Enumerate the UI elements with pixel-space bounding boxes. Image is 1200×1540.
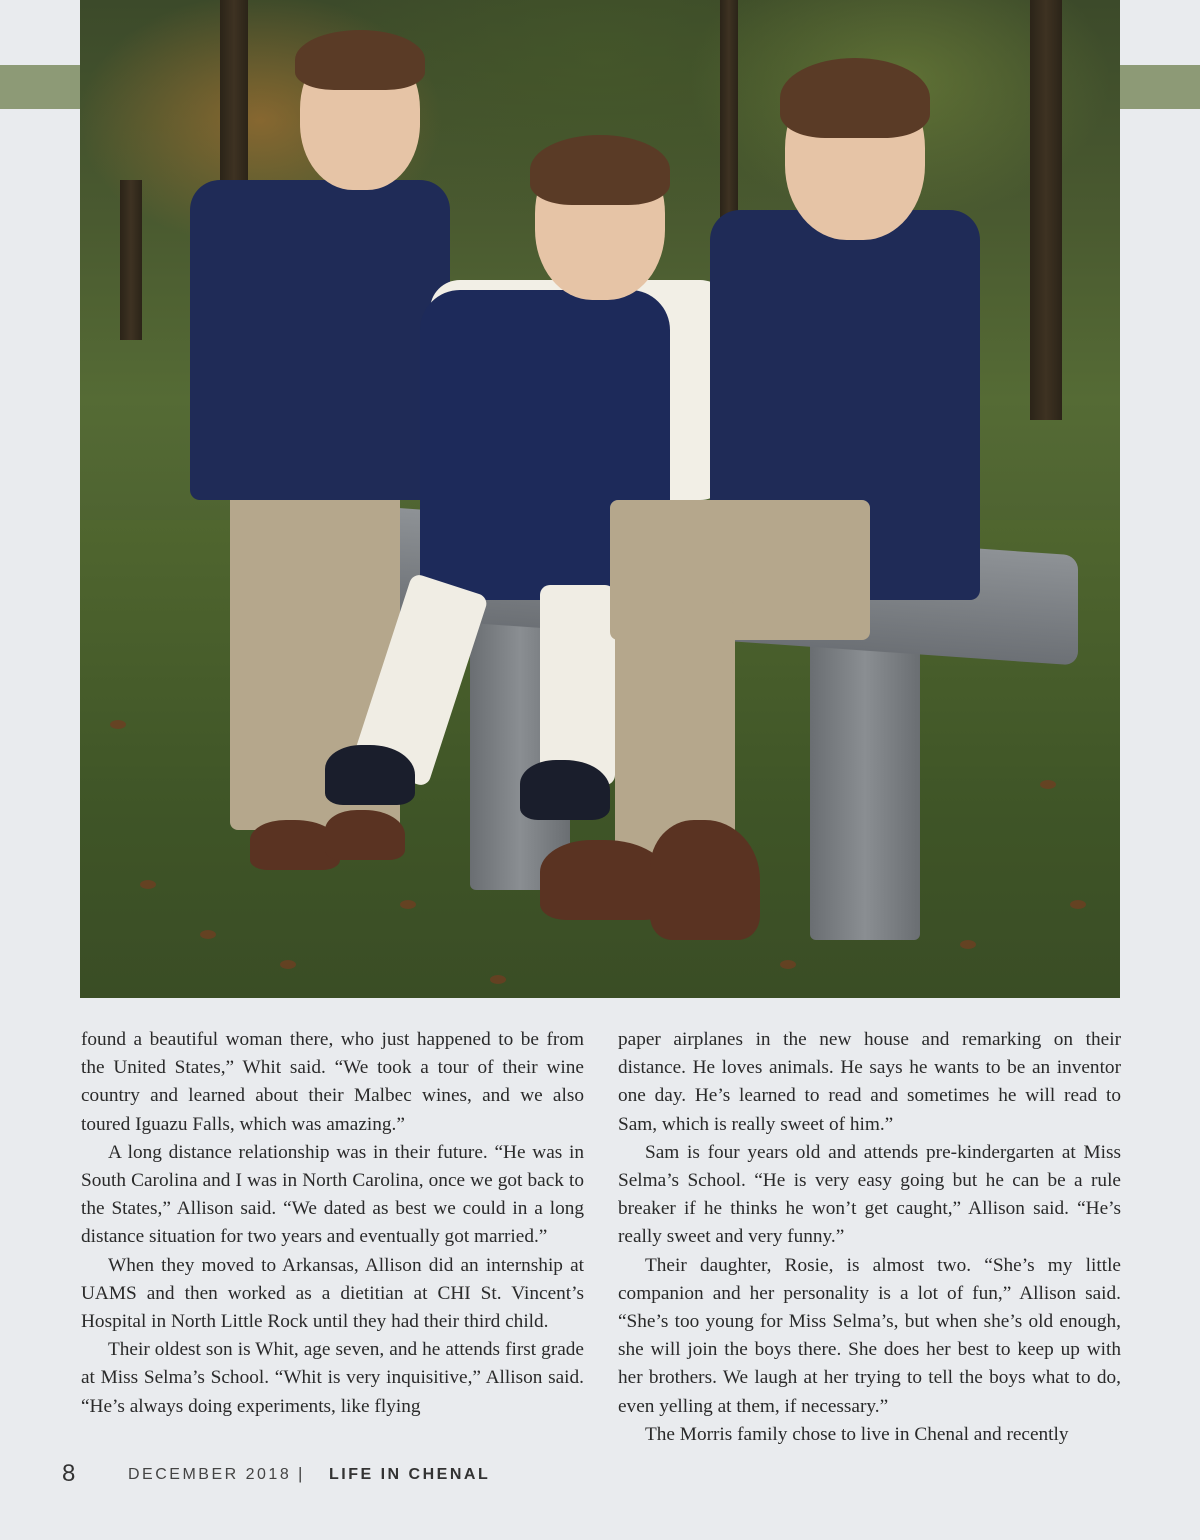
paragraph: The Morris family chose to live in Chenal and recently: [645, 1423, 1069, 1445]
page-number: 8: [62, 1460, 76, 1487]
footer-separator: |: [298, 1464, 303, 1483]
paragraph: paper airplanes in the new house and remarking on their distance. He loves animals. He says he wants to be an inventor one day. He’s learned to read and sometimes he will read to Sam, which is really sweet of him.”: [618, 1029, 1121, 1135]
article-column-right: [618, 1026, 1121, 1449]
magazine-title: LIFE IN CHENAL: [329, 1466, 491, 1483]
issue-date: DECEMBER 2018: [128, 1466, 292, 1483]
accent-bar-right: [1120, 65, 1200, 109]
paragraph: Their daughter, Rosie, is almost two. “She’s my little companion and her personality is a lot of fun,” Allison said. “She’s too young for Miss Selma’s, but when she’s old enough, she will join the boys there. She does her best to keep up with her brothers. We laugh at her trying to tell the boys what to do, even yelling at them, if necessary.”: [618, 1254, 1121, 1417]
paragraph: Their oldest son is Whit, age seven, and he attends first grade at Miss Selma’s School. “Whit is very inquisitive,” Allison said. “He’s always doing experiments, like flying: [81, 1339, 584, 1417]
paragraph: found a beautiful woman there, who just happened to be from the United States,” Whit said. “We took a tour of their wine country and learned about their Malbec wines, and we also toured Iguazu Falls, which was amazing.”: [81, 1029, 584, 1135]
article-column-left: [81, 1026, 584, 1421]
family-photo: [80, 0, 1120, 998]
paragraph: A long distance relationship was in their future. “He was in South Carolina and I was in North Carolina, once we got back to the States,” Allison said. “We dated as best we could in a long distance situation for two years and eventually got married.”: [81, 1141, 584, 1248]
paragraph: When they moved to Arkansas, Allison did an internship at UAMS and then worked as a dietitian at CHI St. Vincent’s Hospital in North Little Rock until they had their third child.: [81, 1254, 584, 1333]
paragraph: Sam is four years old and attends pre-kindergarten at Miss Selma’s School. “He is very easy going but he can be a rule breaker if he thinks he won’t get caught,” Allison said. “He’s really sweet and very funny.”: [618, 1141, 1121, 1248]
accent-bar-left: [0, 65, 80, 109]
